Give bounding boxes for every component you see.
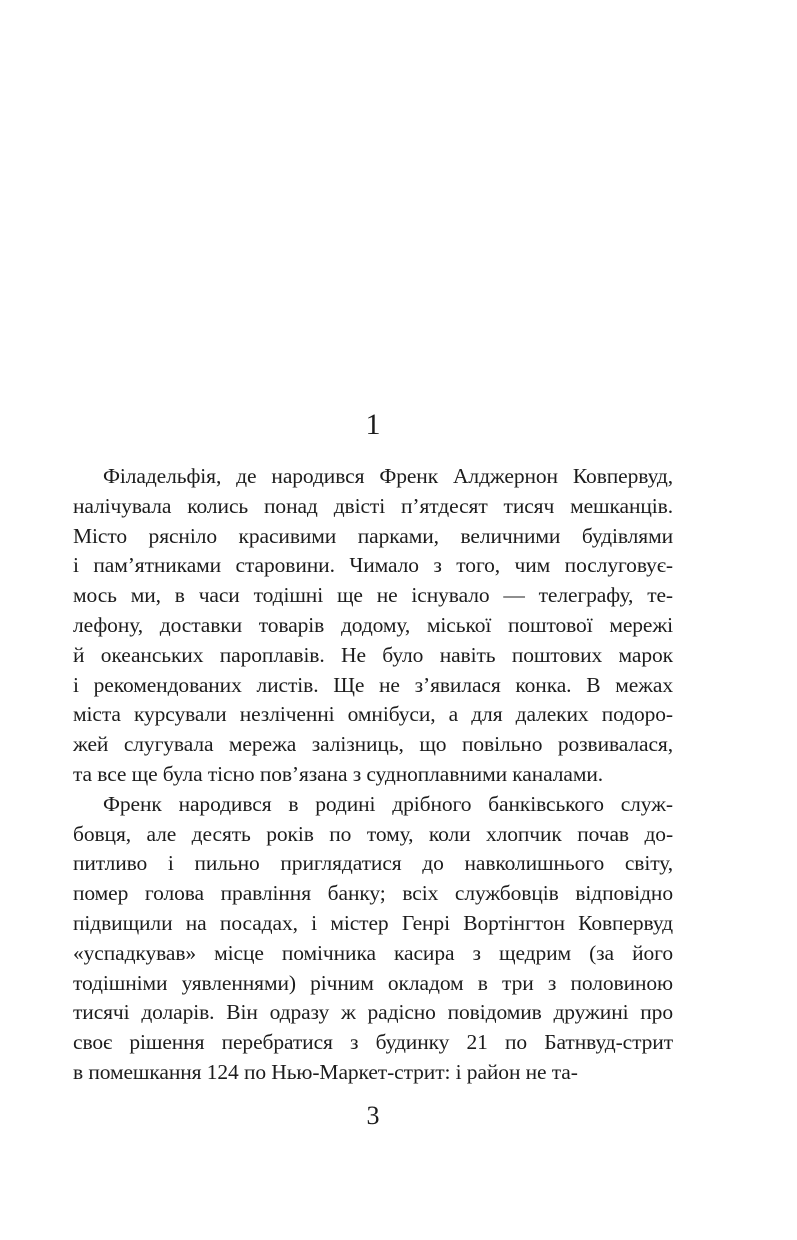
text-line: питливо і пильно приглядатися до навколишнього світу, — [73, 851, 673, 876]
text-line: мось ми, в часи тодішні ще не існувало — телеграфу, те- — [73, 583, 673, 608]
text-line: «успадкував» місце помічника касира з щедрим (за його — [73, 940, 673, 965]
text-line: Філадельфія, де народився Френк Алджернон Ковпервуд, — [103, 464, 673, 488]
page-number: 3 — [366, 1101, 380, 1130]
text-line: Френк народився в родині дрібного банківського служ- — [103, 791, 673, 816]
text-line: жей слугувала мережа залізниць, що повільно розвивалася, — [73, 732, 673, 757]
text-line: підвищили на посадах, і містер Генрі Вортінгтон Ковпервуд — [73, 910, 673, 935]
text-block — [73, 462, 673, 1088]
paragraph — [73, 462, 673, 790]
text-line: помер голова правління банку; всіх службовців відповідно — [73, 881, 673, 906]
text-line: та все ще була тісно пов’язана з судноплавними каналами. — [73, 761, 604, 786]
text-line: лефону, доставки товарів додому, міської поштової мережі — [73, 612, 673, 637]
text-line: міста курсували незліченні омнібуси, а для далеких подоро- — [73, 702, 673, 727]
text-line: і рекомендованих листів. Ще не з’явилася конка. В межах — [73, 672, 673, 697]
text-line: й океанських пароплавів. Не було навіть поштових марок — [73, 642, 673, 667]
text-line: Місто рясніло красивими парками, величними будівлями — [73, 523, 673, 548]
text-line: і пам’ятниками старовини. Чимало з того, чим послуговує- — [73, 553, 673, 578]
paragraph — [73, 790, 673, 1088]
text-line: тодішніми уявленнями) річним окладом в три з половиною — [73, 970, 673, 995]
text-line: в помешкання 124 по Нью-Маркет-стрит: і район не та- — [73, 1059, 578, 1084]
text-line: бовця, але десять років по тому, коли хлопчик почав до- — [73, 821, 673, 846]
text-line: своє рішення перебратися з будинку 21 по Батнвуд-стрит — [73, 1030, 673, 1055]
text-line: тисячі доларів. Він одразу ж радісно повідомив дружині про — [73, 1000, 673, 1025]
text-line: налічувала колись понад двісті п’ятдесят тисяч мешканців. — [73, 493, 673, 518]
chapter-number: 1 — [365, 408, 381, 441]
